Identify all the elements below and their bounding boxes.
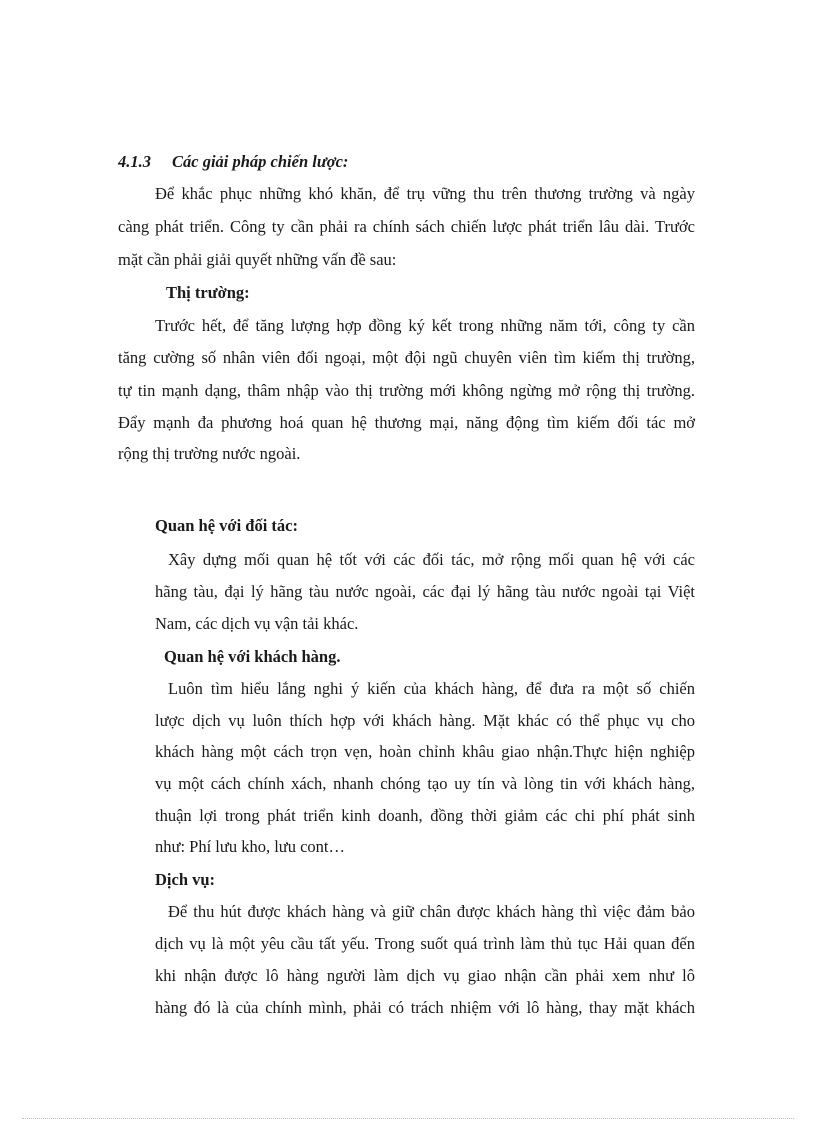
section-number: 4.1.3 [118,152,151,171]
section-title: Các giải pháp chiến lược: [172,152,349,171]
document-page: 4.1.3 Các giải pháp chiến lược: Để khắc phục những khó khăn, để trụ vững thu trên thương trường và ngày càng phát triển. Công ty cần phải ra chính sách chiến lược phát triển lâu dài. Trước mặt cần phải giải quyết những vấn đề sau: Thị trường: Trước hết, để tăng lượng hợp đồng ký kết trong những năm tới, công ty cần tăng cường số nhân viên đối ngoại, một đội ngũ chuyên viên tìm kiếm thị trường, tự tin mạnh dạng, thâm nhập vào thị trường mới không ngừng mở rộng thị trường. Đẩy mạnh đa phương hoá quan hệ thương mại, năng động tìm kiếm đối tác mở rộng thị trường nước ngoài. Quan hệ với đối tác: Xây dựng mối quan hệ tốt với các đối tác, mở rộng mối quan hệ với các hãng tàu, đại lý hãng tàu nước ngoài, các đại lý hãng tàu nước ngoài tại Việt Nam, các dịch vụ vận tải khác. Quan hệ với khách hàng. Luôn tìm hiểu lắng nghi ý kiến của khách hàng, để đưa ra một số chiến lược dịch vụ luôn thích hợp với khách hàng. Mặt khác có thể phục vụ cho khách hàng một cách trọn vẹn, hoàn chỉnh khâu giao nhận.Thực hiện nghiệp vụ một cách chính xách, nhanh chóng tạo uy tín và lòng tin với khách hàng, thuận lợi trong phát triển kinh doanh, đồng thời giảm các chi phí phát sinh như: Phí lưu kho, lưu cont… Dịch vụ: Để thu hút được khách hàng và giữ chân được khách hàng thì việc đảm bảo dịch vụ là một yêu cầu tất yếu. Trong suốt quá trình làm thủ tục Hải quan đến khi nhận được lô hàng người làm dịch vụ giao nhận cần phải xem như lô hàng đó là của chính mình, phải có trách nhiệm với lô hàng, thay mặt khách [0,0,816,1123]
page-bottom-divider [22,1118,794,1119]
